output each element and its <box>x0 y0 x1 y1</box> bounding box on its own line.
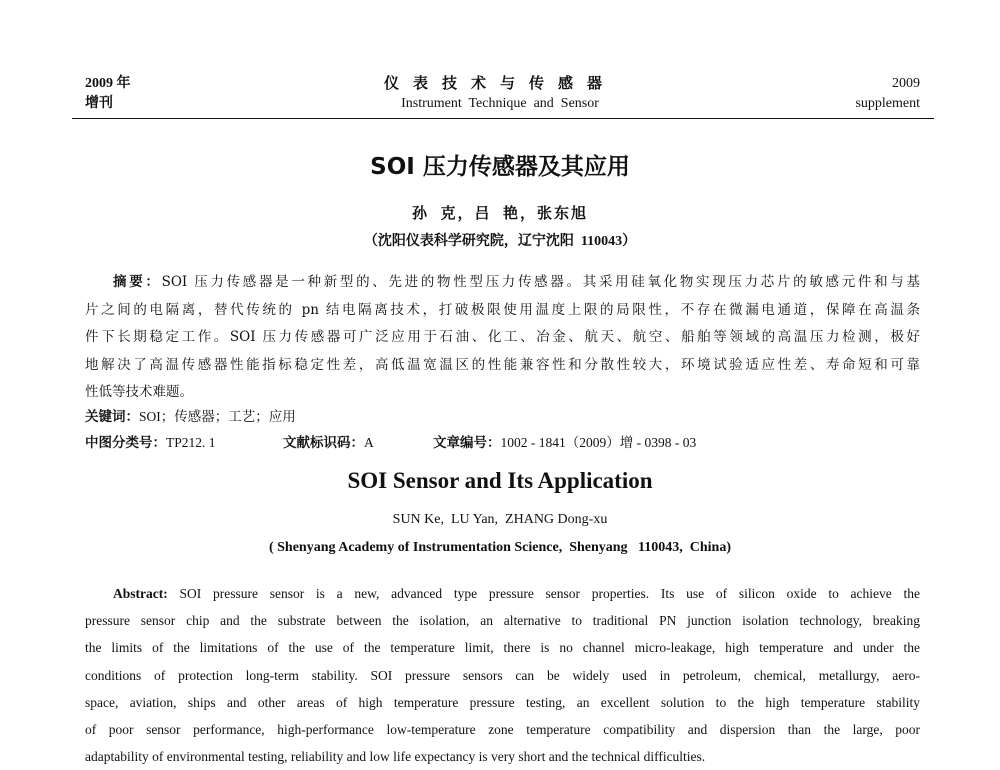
abstract-en-line: the limits of the limitations of the use of the temperature limit, there is no channel micro-leakage, high temperature and under the <box>85 640 920 656</box>
journal-name-cn: 仪表技术与传感器 <box>383 76 616 92</box>
affiliation-en: ( Shenyang Academy of Instrumentation Science, Shenyang 110043, China) <box>268 540 732 555</box>
header-journal <box>0 74 1000 114</box>
header-year: 2009 年 <box>85 76 131 91</box>
authors-en: SUN Ke, LU Yan, ZHANG Dong-xu <box>392 512 608 527</box>
abstract-en-line: conditions of protection long-term stability. SOI pressure sensors can be widely used in petroleum, chemical, metallurgy, aero- <box>85 667 920 683</box>
abstract-cn <box>85 269 920 407</box>
clc-label: 中图分类号： <box>85 435 166 450</box>
doc-code-value: A <box>364 435 374 450</box>
authors-cn: 孙 克，吕 艳，张东旭 <box>411 206 588 222</box>
abstract-en-line: space, aviation, ships and other areas of high temperature pressure testing, an excellent solution to the high temperature stability <box>85 694 920 710</box>
abstract-en-line: of poor sensor performance, high-performance low-temperature zone temperature compatibility and dispersion than the large, poor <box>85 721 920 737</box>
affiliation-cn: （沈阳仪表科学研究院，辽宁沈阳 110043） <box>363 234 637 249</box>
article-no-value: 1002 - 1841（2009）增 - 0398 - 03 <box>500 435 697 450</box>
abstract-en-line: adaptability of environmental testing, reliability and low life expectancy is very short and the technical difficulties. <box>85 749 706 765</box>
keywords-cn <box>85 405 296 429</box>
doc-code-label: 文献标识码： <box>283 435 364 450</box>
abstract-en-line: pressure sensor chip and the substrate between the isolation, an alternative to traditional PN junction isolation technology, breaking <box>85 613 920 629</box>
abstract-en-line: Abstract: SOI pressure sensor is a new, advanced type pressure sensor properties. Its use of silicon oxide to achieve the <box>113 586 921 601</box>
abstract-cn-line: 性低等技术难题。 <box>85 384 193 400</box>
abstract-cn-line: 摘要：SOI 压力传感器是一种新型的、先进的物性型压力传感器。其采用硅氧化物实现压力芯片的敏感元件和与基 <box>113 274 920 290</box>
abstract-cn-line: 件下长期稳定工作。SOI 压力传感器可广泛应用于石油、化工、冶金、航天、航空、船舶等领域的高温压力检测，极好 <box>85 329 920 345</box>
keywords-value: SOI；传感器；工艺；应用 <box>139 409 296 424</box>
header-rule <box>72 118 934 119</box>
classification-line <box>85 431 696 455</box>
header-issue-right: supplement <box>855 96 920 111</box>
header-issue: 增刊 <box>85 96 113 111</box>
header-year-right: 2009 <box>892 76 920 91</box>
keywords-label: 关键词： <box>85 409 139 424</box>
abstract-cn-line: 片之间的电隔离，替代传统的 pn 结电隔离技术，打破极限使用温度上限的局限性，不存在微漏电通道，保障在高温条 <box>85 301 920 318</box>
title-cn: SOI 压力传感器及其应用 <box>370 154 630 180</box>
header-right <box>855 74 920 114</box>
abstract-cn-line: 地解决了高温传感器性能指标稳定性差，高低温宽温区的性能兼容性和分散性较大，环境试验适应性差、寿命短和可靠 <box>85 356 920 373</box>
journal-name-en: Instrument Technique and Sensor <box>401 96 599 111</box>
clc-value: TP212. 1 <box>166 435 216 450</box>
abstract-cn-label: 摘要： <box>113 274 162 290</box>
abstract-en-label: Abstract: <box>113 586 168 601</box>
article-no-label: 文章编号： <box>433 435 501 450</box>
abstract-en <box>85 580 920 770</box>
title-en: SOI Sensor and Its Application <box>347 468 653 493</box>
